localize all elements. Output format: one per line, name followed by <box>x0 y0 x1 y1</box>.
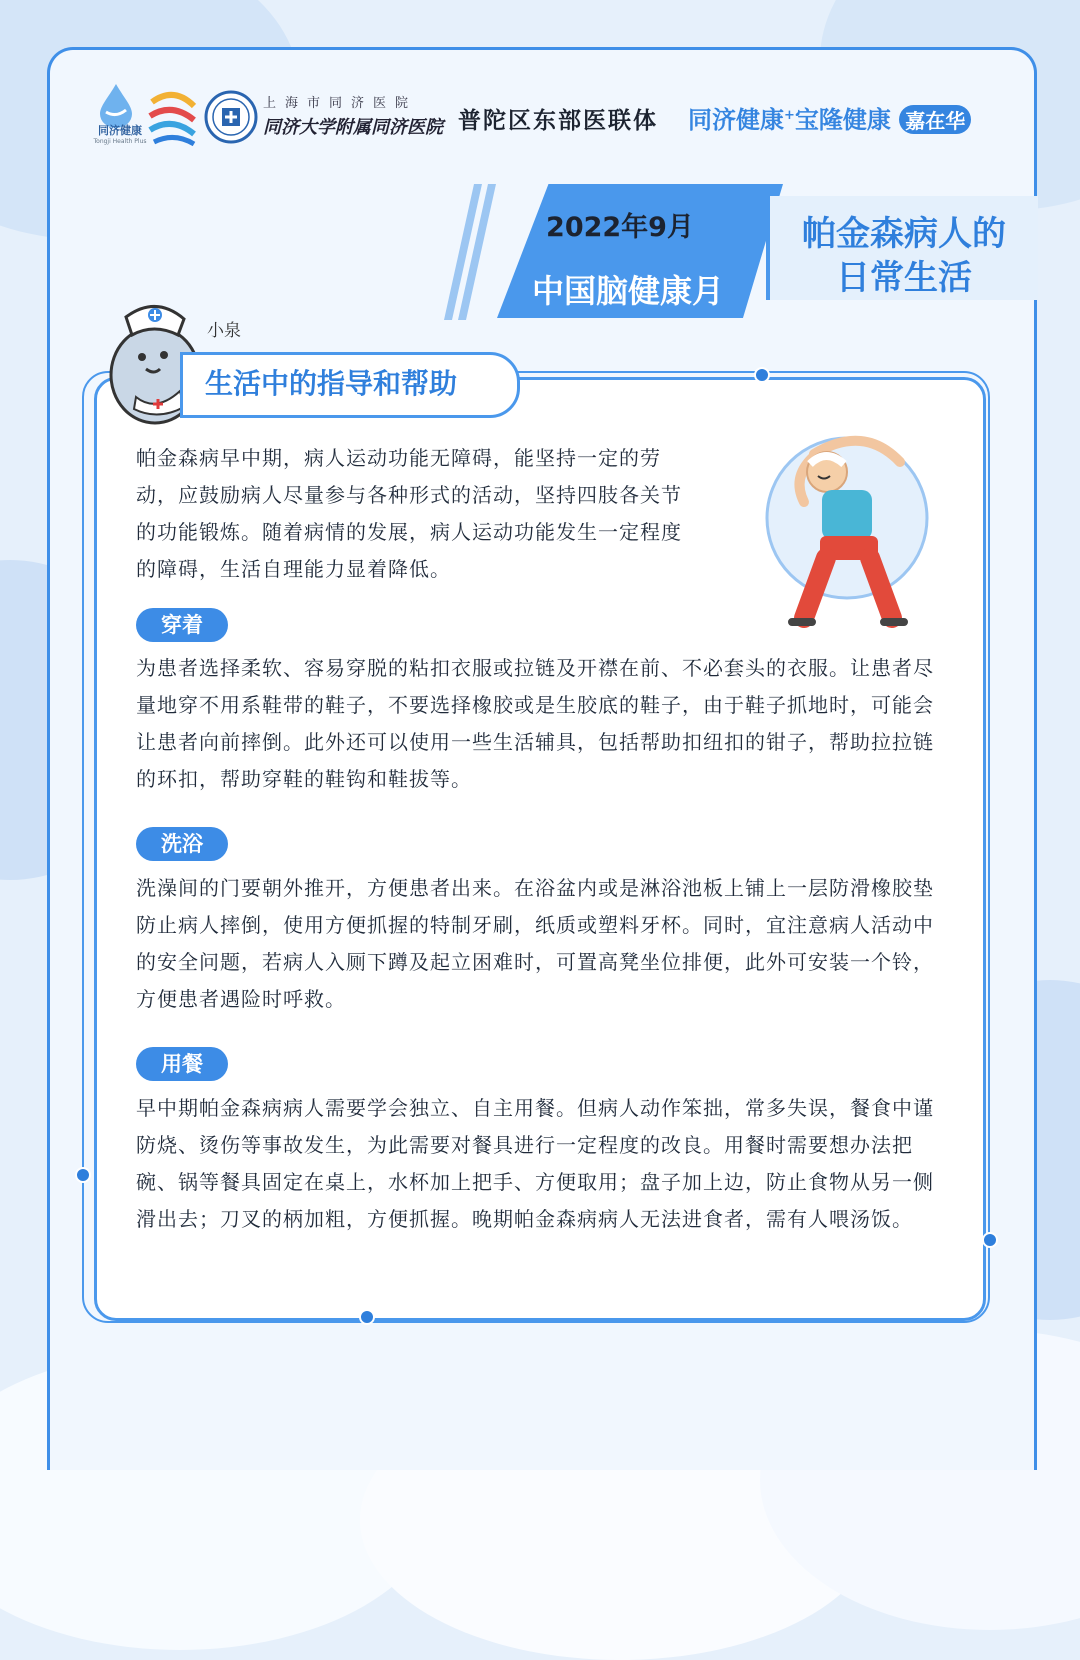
banner-date: 2022年9月 <box>546 212 694 243</box>
banner-month-theme: 中国脑健康月 <box>531 272 724 310</box>
subsection-label-bathing: 洗浴 <box>136 827 228 861</box>
decor-dot <box>982 1232 998 1248</box>
subsection-text-dressing: 为患者选择柔软、容易穿脱的粘扣衣服或拉链及开襟在前、不必套头的衣服。让患者尽量地穿不用系鞋带的鞋子，不要选择橡胶或是生胶底的鞋子，由于鞋子抓地时，可能会让患者向前摔倒。此外还可以使用一些生活辅具，包括帮助扣纽扣的钳子，帮助拉拉链的环扣，帮助穿鞋的鞋钩和鞋拔等。 <box>136 656 934 791</box>
subsection-label-dressing: 穿着 <box>136 608 228 642</box>
brand-name: 同济健康+宝隆健康 嘉在华 <box>688 100 971 135</box>
decor-dot <box>754 367 770 383</box>
mascot-name: 小泉 <box>207 321 241 341</box>
subsection-label-dining: 用餐 <box>136 1047 228 1081</box>
subsection-text-dining: 早中期帕金森病病人需要学会独立、自主用餐。但病人动作笨拙，常多失误，餐食中谨防烧、烫伤等事故发生，为此需要对餐具进行一定程度的改良。用餐时需要想办法把碗、锅等餐具固定在桌上，水杯加上把手、方便取用；盘子加上边，防止食物从另一侧滑出去；刀叉的柄加粗，方便抓握。晚期帕金森病病人无法进食者，需有人喂汤饭。 <box>136 1096 934 1231</box>
decor-dot <box>75 1167 91 1183</box>
ribbon-logo-icon <box>144 88 202 148</box>
decor-dot <box>359 1309 375 1325</box>
hospital-name: 上海市同济医院 同济大学附属同济医院 <box>263 96 443 138</box>
hospital-seal-icon <box>204 90 258 144</box>
section-title: 生活中的指导和帮助 <box>205 367 458 400</box>
alliance-name: 普陀区东部医联体 <box>458 108 658 134</box>
subsection-text-bathing: 洗澡间的门要朝外推开，方便患者出来。在浴盆内或是淋浴池板上铺上一层防滑橡胶垫防止病人摔倒，使用方便抓握的特制牙刷，纸质或塑料牙杯。同时，宜注意病人活动中的安全问题，若病人入厕下蹲及起立困难时，可置高凳坐位排便，此外可安装一个铃，方便患者遇险时呼救。 <box>136 876 934 1011</box>
elderly-exercise-illustration-icon <box>752 418 942 636</box>
page-title-line2: 日常生活 <box>836 258 972 298</box>
intro-paragraph: 帕金森病早中期，病人运动功能无障碍，能坚持一定的劳动，应鼓励病人尽量参与各种形式的活动，坚持四肢各关节的功能锻炼。随着病情的发展，病人运动功能发生一定程度的障碍，生活自理能力显着降低。 <box>136 446 682 581</box>
page-title: 帕金森病人的 <box>802 214 1006 254</box>
logo-label: 同济健康 Tongji Health Plus <box>93 124 147 145</box>
banner-stripes <box>444 184 504 320</box>
header-logos <box>80 78 1010 158</box>
